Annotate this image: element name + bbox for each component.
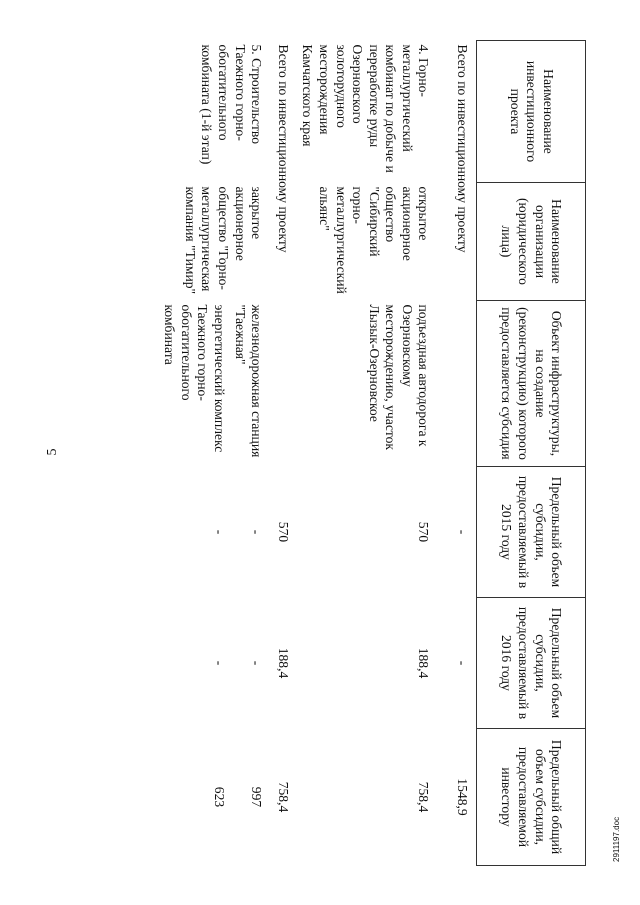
page-number: 5 — [45, 448, 60, 456]
project-name: 4. Горно-металлургический комбинат по добыче и переработке руды Озерновского золоторудного месторождения Камчатского края — [300, 44, 432, 173]
col-header-2015: Предельный объем субсидии, предоставляемый в 2015 году — [477, 467, 586, 598]
col-header-object: Объект инфраструктуры, на создание (реконструкцию) которого предоставляется субсидия — [477, 301, 586, 467]
value-total: 758,4 — [416, 781, 432, 813]
value-2015: - — [249, 529, 265, 535]
organization-name: открытое акционерное общество "Сибирский горно-металлургический альянс" — [316, 186, 432, 294]
value-2016: - — [212, 660, 228, 666]
value-2016: - — [249, 660, 265, 666]
total-label: Всего по инвестиционному проекту — [275, 44, 291, 253]
table-header-row — [477, 41, 586, 866]
total-2016: 188,4 — [275, 647, 291, 679]
infrastructure-object: энергетический комплекс Таежного горно-обогатительного комбината — [162, 304, 228, 453]
organization-name: закрытое акционерное общество "Горно-металлургическая компания "Тимир" — [182, 186, 265, 295]
value-total: 997 — [249, 786, 265, 808]
col-header-total: Предельный общий объем субсидии, предоставляемой инвестору — [477, 729, 586, 866]
infrastructure-object: подъездная автодорога к Озерновскому месторождению, участок Лызык-Озерновское — [366, 304, 432, 451]
value-2016: 188,4 — [416, 647, 432, 679]
table-row-project-4 — [297, 41, 446, 866]
table-row-project-5 — [229, 41, 266, 866]
col-header-organization: Наименование организации (юридического лица) — [477, 183, 586, 301]
rotated-page — [116, 40, 586, 865]
table-row-total — [266, 41, 297, 866]
total-2015: - — [455, 529, 470, 535]
total-label: Всего по инвестиционному проекту — [455, 44, 470, 253]
subsidy-table — [159, 40, 586, 866]
infrastructure-object: железнодорожная станция "Таежная" — [232, 304, 265, 458]
footer-filename: 2911197.doc — [612, 816, 621, 862]
total-sum: 1548,9 — [455, 778, 470, 816]
total-sum: 758,4 — [275, 781, 291, 813]
value-2015: - — [212, 529, 228, 535]
table-row-total — [445, 41, 476, 866]
project-name: 5. Строительство Таежного горно-обогатительного комбината (1-й этап) — [199, 44, 265, 165]
value-total: 623 — [212, 786, 228, 808]
col-header-2016: Предельный объем субсидии, предоставляемый в 2016 году — [477, 598, 586, 729]
value-2015: 570 — [416, 521, 432, 543]
col-header-project: Наименование инвестиционного проекта — [477, 41, 586, 183]
total-2015: 570 — [275, 521, 291, 543]
total-2016: - — [455, 660, 470, 666]
